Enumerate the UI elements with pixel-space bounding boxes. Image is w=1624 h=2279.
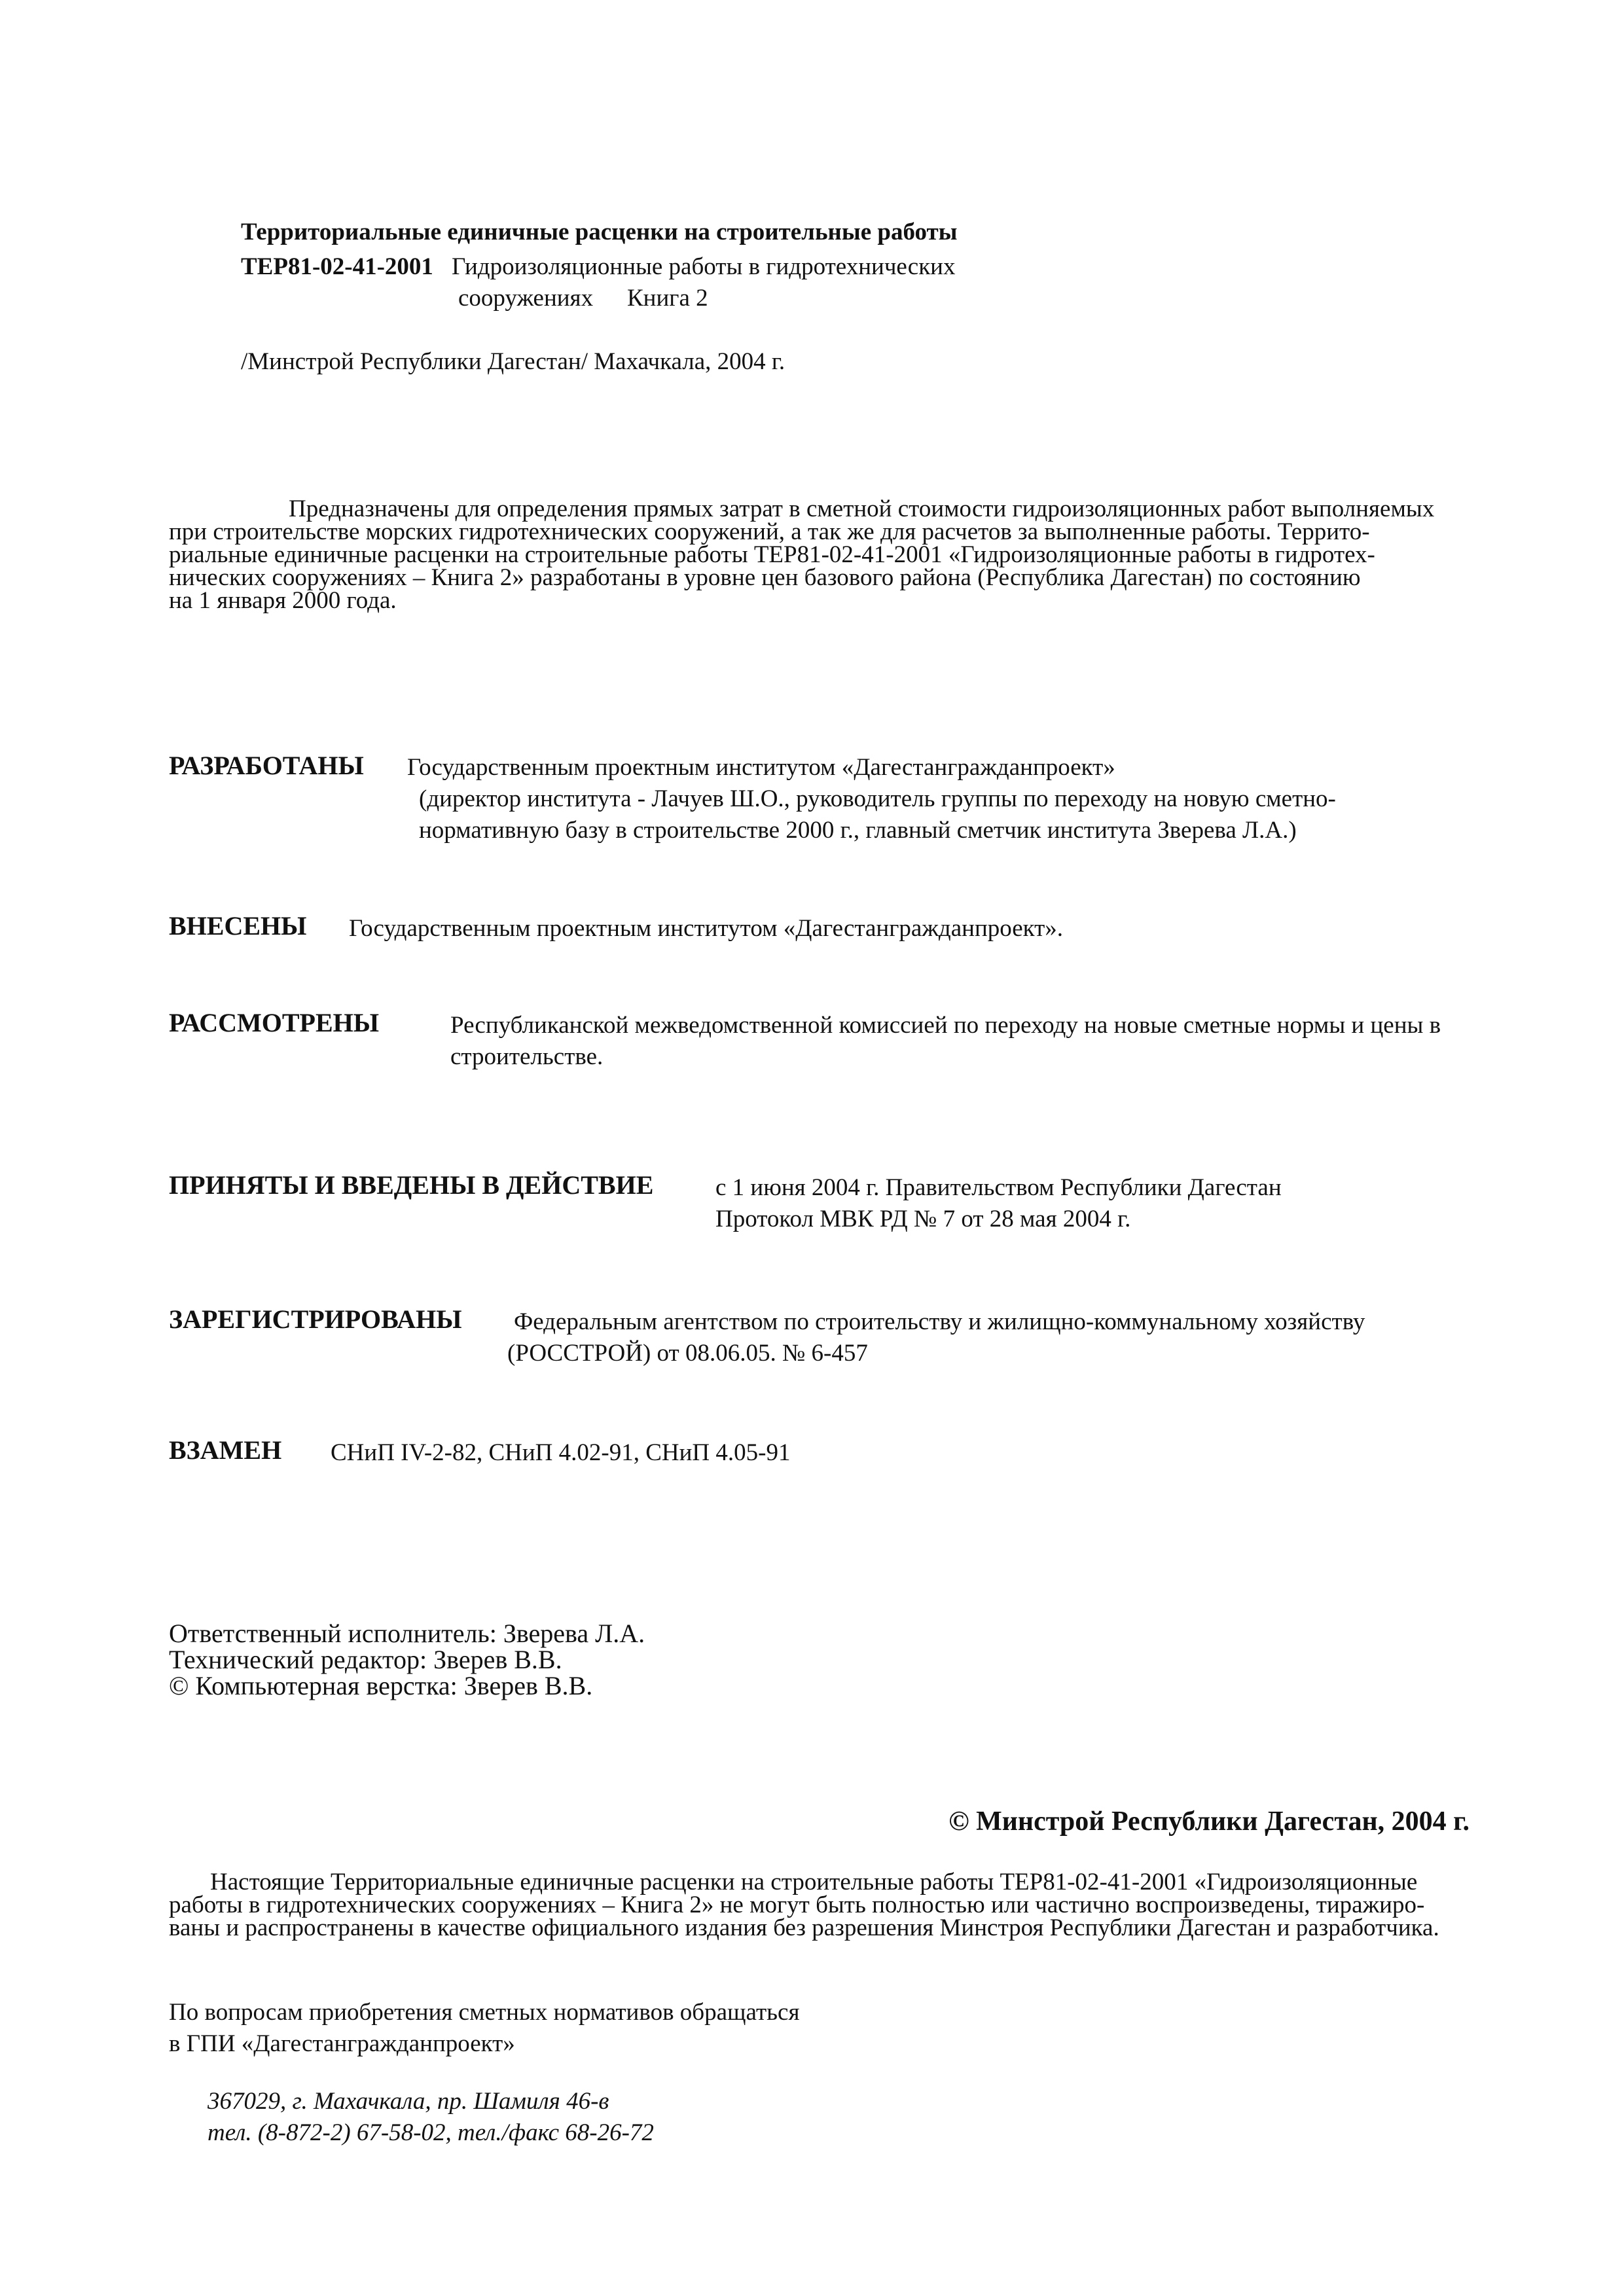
intro-paragraph (169, 497, 1470, 612)
intro-line: риальные единичные расценки на строительные работы ТЕР81-02-41-2001 «Гидроизоляционные работы в гидротех- (169, 541, 1375, 568)
reviewed-line-2: строительстве. (450, 1043, 604, 1070)
credit-line: Технический редактор: Зверев В.В. (169, 1645, 562, 1674)
notice-paragraph (169, 1871, 1470, 1939)
notice-line: ваны и распространены в качестве официального издания без разрешения Минстроя Республики Дагестан и разработчика. (169, 1914, 1439, 1941)
intro-line: Предназначены для определения прямых затрат в сметной стоимости гидроизоляционных работ выполняемых (289, 495, 1435, 522)
submitted-text: Государственным проектным институтом «Дагестангражданпроект». (349, 915, 1064, 942)
document-code: ТЕР81-02-41-2001 (241, 253, 433, 280)
credit-line: Ответственный исполнитель: Зверева Л.А. (169, 1619, 645, 1648)
publisher-line: /Минстрой Республики Дагестан/ Махачкала, 2004 г. (241, 348, 785, 375)
contact-line-1: По вопросам приобретения сметных нормативов обращаться (169, 1999, 800, 2026)
adopted-line-2: Протокол МВК РД № 7 от 28 мая 2004 г. (715, 1206, 1131, 1232)
replaces-text: СНиП IV-2-82, СНиП 4.02-91, СНиП 4.05-91 (331, 1439, 791, 1466)
intro-line: нических сооружениях – Книга 2» разработаны в уровне цен базового района (Республика Дагестан) по состоянию (169, 564, 1361, 591)
reviewed-label: РАССМОТРЕНЫ (169, 1008, 380, 1037)
developed-line-2: (директор института - Лачуев Ш.О., руководитель группы по переходу на новую сметно- (419, 785, 1336, 812)
contact-line-2: в ГПИ «Дагестангражданпроект» (169, 2030, 515, 2057)
replaces-label: ВЗАМЕН (169, 1435, 282, 1465)
registered-line-1: Федеральным агентством по строительству и жилищно-коммунальному хозяйству (514, 1308, 1365, 1335)
adopted-line-1: с 1 июня 2004 г. Правительством Республики Дагестан (715, 1174, 1282, 1201)
notice-line: Настоящие Территориальные единичные расценки на строительные работы ТЕР81-02-41-2001 «Гидроизоляционные (210, 1869, 1418, 1895)
developed-line-1: Государственным проектным институтом «Дагестангражданпроект» (407, 754, 1115, 781)
document-name-line-1: Гидроизоляционные работы в гидротехнических (452, 253, 956, 280)
document-name-line-2: сооружениях (458, 285, 594, 312)
registered-line-2: (РОССТРОЙ) от 08.06.05. № 6-457 (507, 1340, 868, 1367)
intro-line: на 1 января 2000 года. (169, 587, 397, 614)
developed-line-3: нормативную базу в строительстве 2000 г., главный сметчик института Зверева Л.А.) (419, 817, 1297, 844)
developed-label: РАЗРАБОТАНЫ (169, 751, 364, 780)
book-number: Книга 2 (627, 285, 708, 312)
copyright-line: © Минстрой Республики Дагестан, 2004 г. (948, 1806, 1470, 1837)
notice-line: работы в гидротехнических сооружениях – Книга 2» не могут быть полностью или частично воспроизведены, тиражиро- (169, 1892, 1425, 1918)
reviewed-line-1: Республиканской межведомственной комиссией по переходу на новые сметные нормы и цены в (450, 1012, 1441, 1039)
credits-block (169, 1621, 645, 1699)
adopted-label: ПРИНЯТЫ И ВВЕДЕНЫ В ДЕЙСТВИЕ (169, 1170, 654, 1200)
credit-line: © Компьютерная верстка: Зверев В.В. (169, 1671, 593, 1700)
contact-address: 367029, г. Махачкала, пр. Шамиля 46-в (208, 2088, 609, 2115)
submitted-label: ВНЕСЕНЫ (169, 911, 307, 941)
document-title: Территориальные единичные расценки на строительные работы (241, 219, 958, 245)
intro-line: при строительстве морских гидротехнических сооружений, а так же для расчетов за выполненные работы. Террито- (169, 518, 1370, 545)
contact-phone: тел. (8-872-2) 67-58-02, тел./факс 68-26-72 (208, 2119, 654, 2146)
registered-label: ЗАРЕГИСТРИРОВАНЫ (169, 1304, 462, 1334)
